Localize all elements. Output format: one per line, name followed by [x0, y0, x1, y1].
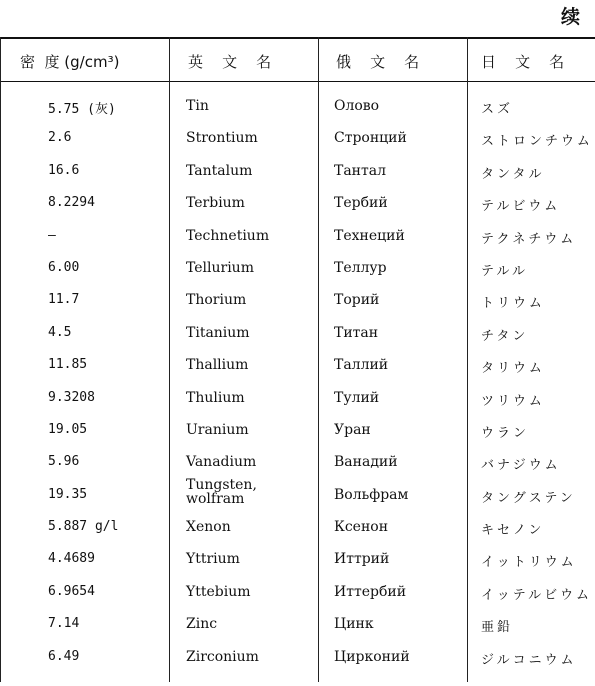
density-cell: 19.05: [48, 421, 88, 437]
english-name-cell: Vanadium: [186, 454, 257, 471]
english-name-cell: Uranium: [186, 421, 249, 438]
english-name-cell: Xenon: [186, 519, 231, 536]
density-cell: 6.9654: [48, 583, 95, 599]
japanese-name-cell: バナジウム: [481, 458, 561, 474]
russian-name-cell: Торий: [334, 292, 380, 309]
english-name-cell: Tin: [186, 98, 209, 114]
density-cell: 5.75 (灰): [48, 102, 116, 117]
table-row: [0, 578, 595, 610]
russian-name-cell: Вольфрам: [334, 486, 409, 503]
density-cell: 19.35: [48, 486, 88, 502]
density-cell: 11.7: [48, 292, 80, 308]
english-name-cell: Tellurium: [186, 259, 254, 276]
russian-name-cell: Ванадий: [334, 454, 398, 471]
density-cell: 4.4689: [48, 551, 95, 567]
japanese-name-cell: チタン: [481, 328, 529, 344]
english-name-cell: Titanium: [186, 324, 250, 341]
russian-name-cell: Иттербий: [334, 583, 407, 600]
table-row: [0, 448, 595, 480]
table-row: [0, 189, 595, 221]
japanese-name-cell: ジルコニウム: [481, 652, 577, 668]
russian-name-cell: Уран: [334, 421, 371, 438]
japanese-name-cell: キセノン: [481, 523, 545, 539]
japanese-name-cell: タンタル: [481, 166, 545, 182]
table-row: [0, 643, 595, 675]
english-name-cell: Yttebium: [186, 583, 251, 600]
english-name-cell: Tungsten, wolfram: [186, 476, 257, 507]
element-names-table: [0, 37, 595, 682]
density-cell: 11.85: [48, 357, 88, 373]
russian-name-cell: Тулий: [334, 389, 380, 406]
density-cell: 7.14: [48, 616, 80, 632]
table-row: [0, 384, 595, 416]
density-cell: 5.96: [48, 454, 80, 470]
table-row: [0, 222, 595, 254]
header-japanese-name: 日 文 名: [481, 53, 565, 71]
japanese-name-cell: ツリウム: [481, 393, 545, 409]
continued-label: 续: [560, 6, 581, 28]
english-name-cell: Yttrium: [186, 551, 240, 568]
table-row: [0, 545, 595, 577]
japanese-name-cell: スズ: [481, 102, 514, 117]
russian-name-cell: Таллий: [334, 357, 389, 374]
japanese-name-cell: タリウム: [481, 361, 545, 377]
table-top-rule: [0, 37, 595, 39]
table-row: [0, 476, 595, 513]
russian-name-cell: Технеций: [334, 227, 405, 244]
english-name-cell: Thallium: [186, 357, 249, 374]
table-row: [0, 351, 595, 383]
density-cell: 9.3208: [48, 389, 95, 405]
density-cell: —: [48, 227, 56, 243]
japanese-name-cell: テルル: [481, 263, 529, 279]
russian-name-cell: Иттрий: [334, 551, 390, 568]
english-name-cell: Zinc: [186, 616, 218, 633]
table-row: [0, 416, 595, 448]
english-name-cell: Zirconium: [186, 648, 259, 665]
russian-name-cell: Теллур: [334, 259, 387, 276]
russian-name-cell: Цинк: [334, 616, 374, 633]
table-row: [0, 124, 595, 156]
japanese-name-cell: ウラン: [481, 425, 530, 441]
japanese-name-cell: イッテルビウム: [481, 587, 592, 603]
russian-name-cell: Тантал: [334, 162, 387, 179]
japanese-name-cell: タングステン: [481, 490, 576, 506]
header-russian-name: 俄 文 名: [336, 53, 420, 71]
density-cell: 16.6: [48, 162, 80, 178]
english-name-cell: Tantalum: [186, 162, 253, 179]
english-name-cell: Thorium: [186, 292, 247, 309]
japanese-name-cell: トリウム: [481, 296, 545, 312]
table-row: [0, 513, 595, 545]
header-english-name: 英 文 名: [188, 53, 272, 71]
japanese-name-cell: イットリウム: [481, 555, 577, 571]
japanese-name-cell: テクネチウム: [481, 231, 577, 247]
table-body: [0, 92, 595, 675]
header-bottom-rule: [0, 81, 595, 82]
table-row: [0, 157, 595, 189]
russian-name-cell: Титан: [334, 324, 379, 341]
russian-name-cell: Олово: [334, 98, 380, 114]
russian-name-cell: Ксенон: [334, 519, 389, 536]
table-row: [0, 254, 595, 286]
table-row: [0, 92, 595, 124]
english-name-cell: Terbium: [186, 195, 245, 212]
english-name-cell: Technetium: [186, 227, 270, 244]
density-cell: 6.49: [48, 648, 80, 664]
density-cell: 6.00: [48, 259, 80, 275]
table-row: [0, 319, 595, 351]
japanese-name-cell: ストロンチウム: [481, 134, 593, 150]
header-density: 密 度 (g/cm³): [20, 53, 120, 71]
density-cell: 8.2294: [48, 195, 95, 211]
russian-name-cell: Цирконий: [334, 648, 410, 665]
density-cell: 2.6: [48, 130, 72, 146]
japanese-name-cell: テルビウム: [481, 199, 561, 215]
russian-name-cell: Стронций: [334, 130, 407, 147]
table-row: [0, 610, 595, 642]
table-row: [0, 286, 595, 318]
russian-name-cell: Тербий: [334, 195, 388, 212]
japanese-name-cell: 亜鉛: [481, 620, 514, 636]
density-cell: 5.887 g/l: [48, 519, 119, 535]
english-name-cell: Strontium: [186, 130, 258, 147]
density-cell: 4.5: [48, 324, 72, 340]
english-name-cell: Thulium: [186, 389, 245, 406]
